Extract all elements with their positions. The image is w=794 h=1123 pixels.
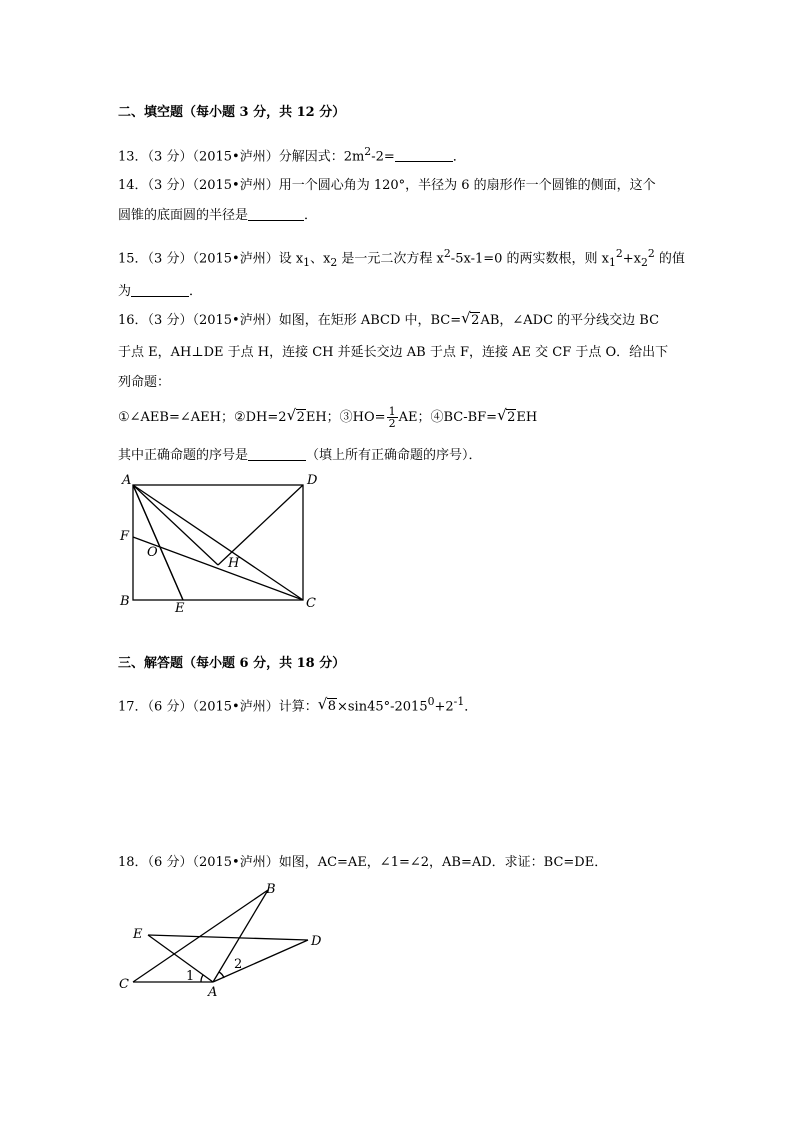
q15-c: 是一元二次方程 x <box>337 251 444 267</box>
q15-sup2: 2 <box>615 247 623 260</box>
q15-sub1: 1 <box>303 255 311 269</box>
q15-e: +x <box>622 251 642 267</box>
q15-sup3: 2 <box>647 247 655 260</box>
prop-2b: EH； <box>305 410 340 425</box>
sqrt-2-expr: √ 2 <box>461 309 480 328</box>
label-C-fig18: C <box>119 977 129 992</box>
q16-a: 16．（3 分）（2015•泸州）如图，在矩形 ABCD 中，BC= <box>118 313 462 328</box>
q15-sub3: 1 <box>609 255 616 269</box>
question-15-line2 <box>118 283 202 301</box>
q16-b: AB，∠ADC 的平分线交边 BC <box>480 313 660 328</box>
label-D: D <box>307 473 318 488</box>
section-heading-fill-blank: 二、填空题（每小题 3 分，共 12 分） <box>118 105 346 120</box>
question-15-line1 <box>118 245 685 272</box>
label-E: E <box>175 601 185 616</box>
q16-ask-b: （填上所有正确命题的序号）． <box>306 448 482 463</box>
q15-line2: 为 <box>118 284 132 299</box>
frac-num: 1 <box>388 405 396 418</box>
question-16-line2: 于点 E，AH⊥DE 于点 H，连接 CH 并延长交边 AB 于点 F，连接 AE 交 CF 于点 O．给出下 <box>118 345 669 360</box>
q15-sup1: 2 <box>443 247 451 260</box>
q13-sup: 2 <box>364 145 372 158</box>
q15-f: 的值 <box>654 251 685 267</box>
sqrt-2-prop2: √ 2 <box>286 406 305 425</box>
answer-blank-16[interactable] <box>248 447 306 461</box>
question-14-line1: 14．（3 分）（2015•泸州）用一个圆心角为 120°，半径为 6 的扇形作一个圆锥的侧面，这个 <box>118 178 656 193</box>
label-D-fig18: D <box>311 934 322 949</box>
q17-sqrt-arg: 8 <box>327 699 336 715</box>
q17-mid2: +2 <box>434 699 454 715</box>
label-O: O <box>147 545 158 560</box>
q16-sqrt-arg-3: 2 <box>507 410 516 425</box>
q16-sqrt-arg-2: 2 <box>296 410 305 425</box>
prop-3a: ③HO= <box>339 410 386 425</box>
label-A: A <box>122 473 132 488</box>
q13-end: ． <box>452 149 466 165</box>
q13-prefix: 13．（3 分）（2015•泸州）分解因式：2m <box>118 149 365 165</box>
q15-sub4: 2 <box>641 255 648 269</box>
label-B-fig18: B <box>266 882 276 897</box>
q15-a: 15．（3 分）（2015•泸州）设 x <box>118 251 304 267</box>
question-16-propositions <box>118 406 537 429</box>
label-F: F <box>120 529 130 544</box>
question-18: 18．（6 分）（2015•泸州）如图，AC=AE，∠1=∠2，AB=AD．求证：BC=DE． <box>118 855 608 870</box>
q17-sup1: 0 <box>427 695 435 708</box>
angle-2-label: 2 <box>234 957 243 972</box>
answer-blank-15[interactable] <box>131 283 189 297</box>
prop-2a: ②DH=2 <box>233 410 287 425</box>
q17-end: ． <box>464 699 478 715</box>
q13-rest: -2= <box>371 149 395 165</box>
label-A-fig18: A <box>208 985 218 998</box>
label-H: H <box>228 556 240 571</box>
q15-b: 、x <box>310 251 331 267</box>
question-14-line2 <box>118 207 317 225</box>
prop-3b: AE； <box>398 410 431 425</box>
q14-end: ． <box>304 208 318 223</box>
question-16-line3: 列命题： <box>118 375 171 390</box>
q15-sub2: 2 <box>330 255 338 269</box>
q14-line2: 圆锥的底面圆的半径是 <box>118 208 249 223</box>
question-16-ask <box>118 447 482 465</box>
q17-prefix: 17．（6 分）（2015•泸州）计算： <box>118 699 318 715</box>
prop-1: ①∠AEB=∠AEH； <box>118 410 234 425</box>
question-17 <box>118 693 477 716</box>
label-B: B <box>120 594 130 609</box>
q15-d: -5x-1=0 的两实数根，则 x <box>450 251 609 267</box>
q15-end: ． <box>189 284 203 299</box>
question-16-line1 <box>118 309 660 330</box>
sqrt-2-prop4: √ 2 <box>497 406 516 425</box>
answer-blank-13[interactable] <box>395 148 453 162</box>
prop-4b: EH <box>516 410 538 425</box>
prop-4a: ④BC-BF= <box>430 410 498 425</box>
section-heading-solve: 三、解答题（每小题 6 分，共 18 分） <box>118 656 346 671</box>
figure-rectangle-abcd <box>110 470 330 620</box>
fraction-half <box>387 406 398 429</box>
sqrt-8-expr: √ 8 <box>317 695 336 715</box>
frac-den: 2 <box>388 417 396 430</box>
label-E-fig18: E <box>133 927 143 942</box>
q16-ask-a: 其中正确命题的序号是 <box>118 448 249 463</box>
answer-blank-14[interactable] <box>248 207 304 221</box>
label-C: C <box>306 596 316 611</box>
question-13 <box>118 143 466 166</box>
q17-sup2: -1 <box>453 695 465 708</box>
angle-1-label: 1 <box>186 969 195 984</box>
q16-sqrt-arg: 2 <box>471 313 480 328</box>
q17-mid: ×sin45°-2015 <box>336 699 428 715</box>
figure-triangles <box>110 876 330 998</box>
